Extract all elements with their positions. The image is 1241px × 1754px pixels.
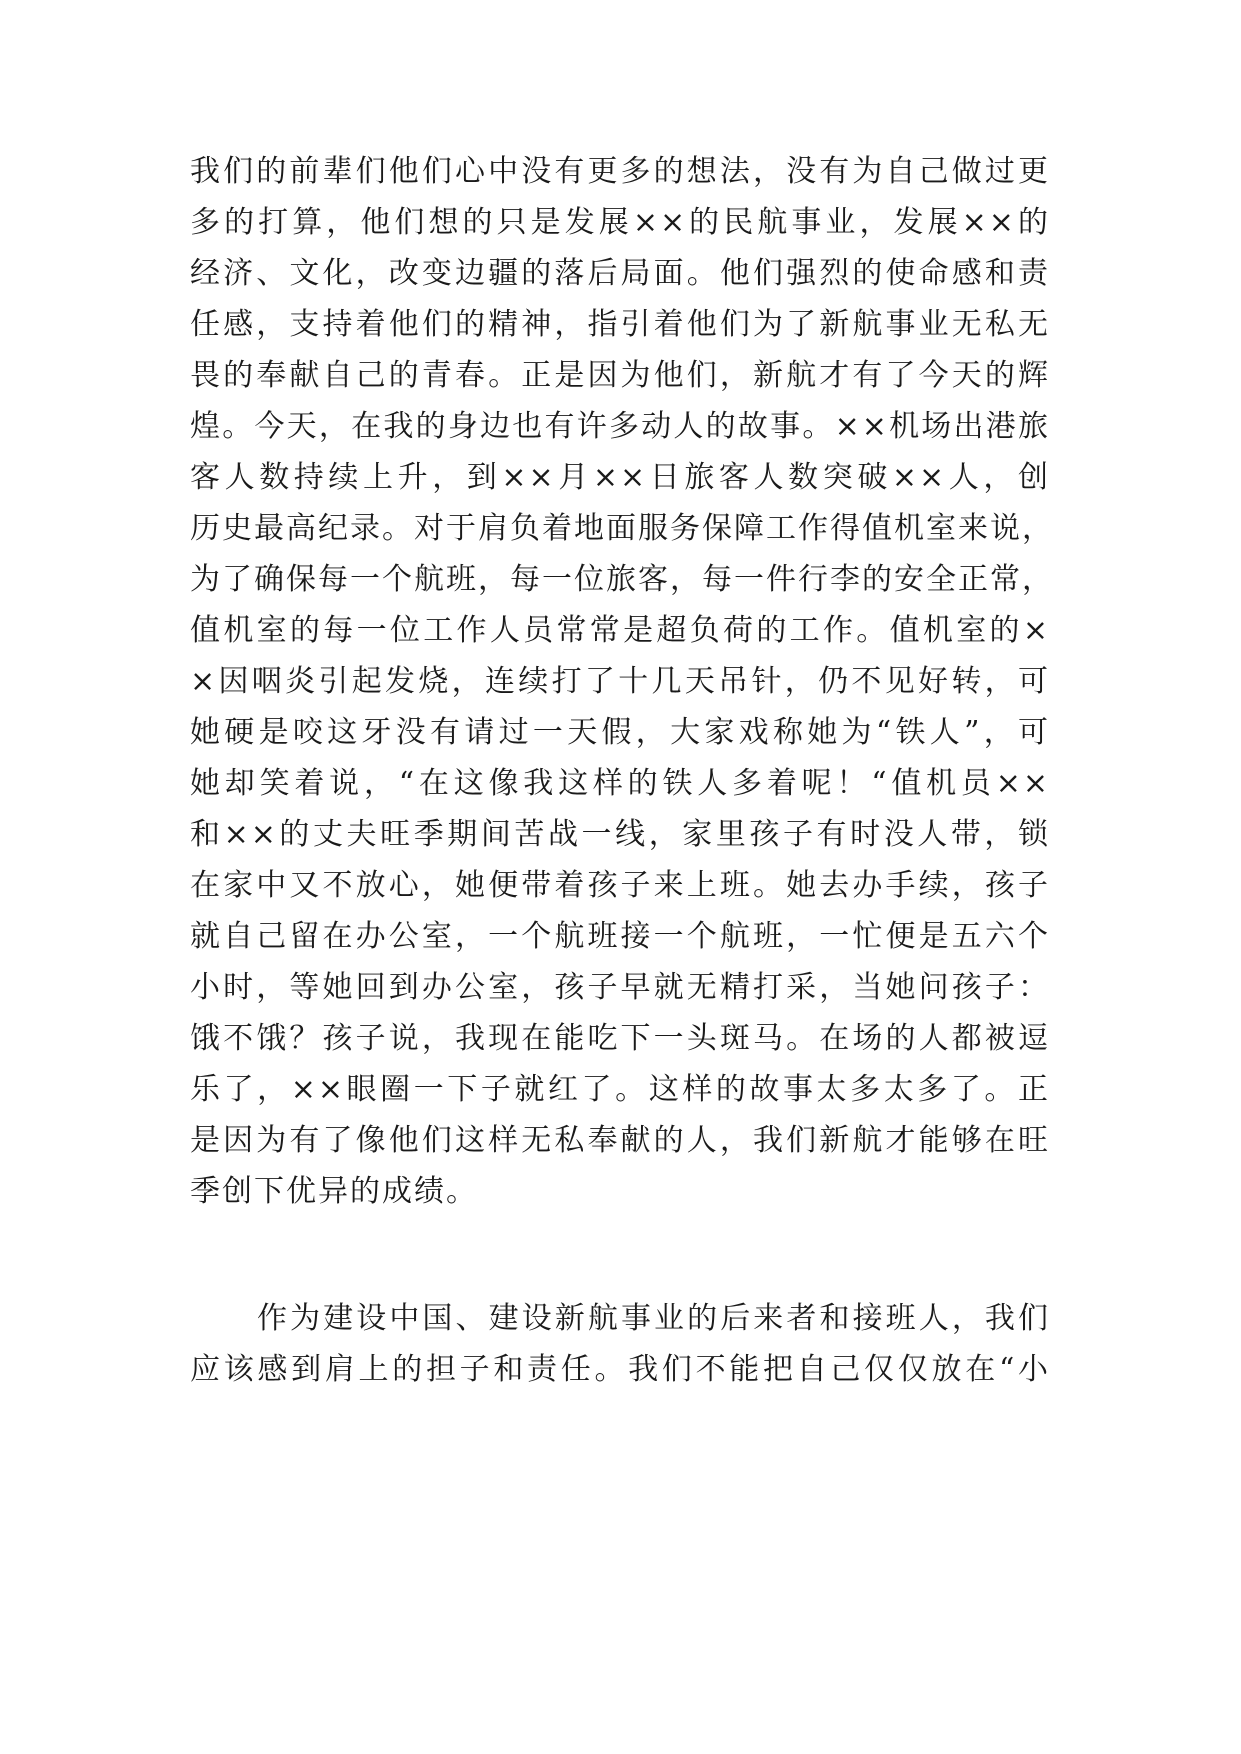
text-line: 我们的前辈们他们心中没有更多的想法，没有为自己做过更 [190, 154, 1050, 189]
text-line: 客人数持续上升，到××月××日旅客人数突破××人，创 [190, 460, 1050, 495]
text-line: 历史最高纪录。对于肩负着地面服务保障工作得值机室来说， [190, 511, 1054, 546]
text-line: 她硬是咬这牙没有请过一天假，大家戏称她为“铁人”，可 [190, 715, 1050, 750]
text-line: ×因咽炎引起发烧，连续打了十几天吊针，仍不见好转，可 [190, 664, 1050, 699]
text-line: 畏的奉献自己的青春。正是因为他们，新航才有了今天的辉 [190, 358, 1050, 393]
text-line: 是因为有了像他们这样无私奉献的人，我们新航才能够在旺 [190, 1123, 1050, 1158]
text-line: 多的打算，他们想的只是发展××的民航事业，发展××的 [190, 205, 1050, 240]
text-line: 小时，等她回到办公室，孩子早就无精打采，当她问孩子： [190, 970, 1050, 1005]
text-line: 乐了，××眼圈一下子就红了。这样的故事太多太多了。正 [190, 1072, 1050, 1107]
text-line: 值机室的每一位工作人员常常是超负荷的工作。值机室的× [190, 613, 1050, 648]
text-line: 她却笑着说，“在这像我这样的铁人多着呢！“值机员×× [190, 766, 1050, 801]
text-line: 就自己留在办公室，一个航班接一个航班，一忙便是五六个 [190, 919, 1050, 954]
text-line: 在家中又不放心，她便带着孩子来上班。她去办手续，孩子 [190, 868, 1050, 903]
text-line: 经济、文化，改变边疆的落后局面。他们强烈的使命感和责 [190, 256, 1050, 291]
text-line: 为了确保每一个航班，每一位旅客，每一件行李的安全正常， [190, 562, 1054, 597]
text-line: 作为建设中国、建设新航事业的后来者和接班人，我们 [257, 1301, 1050, 1336]
text-line: 应该感到肩上的担子和责任。我们不能把自己仅仅放在“小 [190, 1352, 1050, 1387]
text-line: 和××的丈夫旺季期间苦战一线，家里孩子有时没人带，锁 [190, 817, 1050, 852]
text-line: 任感，支持着他们的精神，指引着他们为了新航事业无私无 [190, 307, 1050, 342]
text-line: 季创下优异的成绩。 [190, 1174, 478, 1209]
text-line: 煌。今天，在我的身边也有许多动人的故事。××机场出港旅 [190, 409, 1050, 444]
text-line: 饿不饿？孩子说，我现在能吃下一头斑马。在场的人都被逗 [190, 1021, 1050, 1056]
